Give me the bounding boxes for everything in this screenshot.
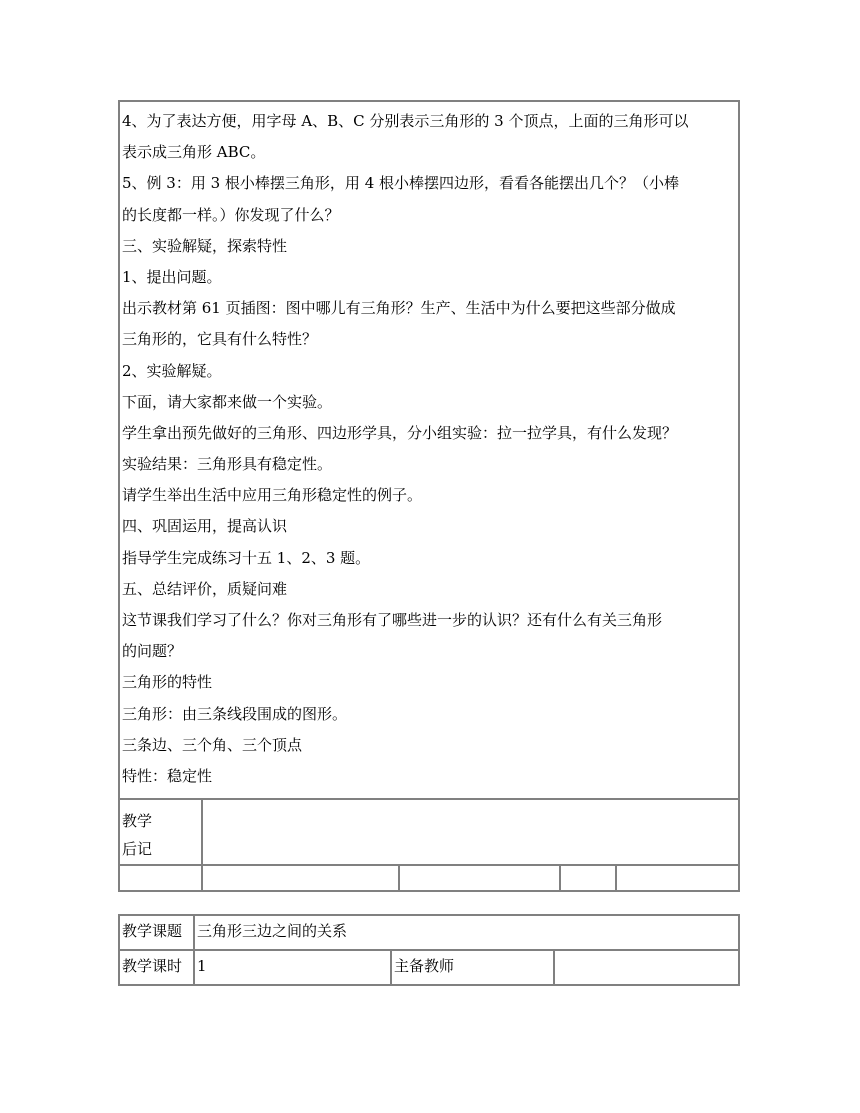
footer-cell-2 — [203, 866, 400, 890]
periods-row — [120, 951, 738, 984]
teacher-label-cell — [392, 951, 555, 984]
content-line: 特性：稳定性 — [122, 766, 213, 785]
content-line: 三、实验解疑，探索特性 — [122, 236, 288, 255]
teacher-value-cell — [555, 951, 738, 984]
footer-cell-1 — [120, 866, 203, 890]
content-line: 指导学生完成练习十五 1、2、3 题。 — [122, 548, 371, 567]
footer-cell-5 — [617, 866, 738, 890]
content-line: 4、为了表达方便，用字母 A、B、C 分别表示三角形的 3 个顶点，上面的三角形可以 — [122, 112, 689, 130]
content-line: 的长度都一样。）你发现了什么？ — [122, 205, 340, 224]
content-line: 四、巩固运用，提高认识 — [122, 517, 288, 536]
content-line: 1、提出问题。 — [122, 267, 222, 286]
content-line: 实验结果：三角形具有稳定性。 — [122, 455, 333, 474]
content-line: 三条边、三个角、三个顶点 — [122, 735, 303, 754]
content-line: 2、实验解疑。 — [122, 361, 222, 380]
topic-value-cell — [195, 916, 738, 949]
postscript-label-line1: 教学 — [122, 812, 153, 830]
lesson-plan-table — [118, 100, 740, 892]
periods-label: 教学课时 — [122, 957, 183, 975]
postscript-label-line2: 后记 — [122, 840, 153, 858]
content-line: 学生拿出预先做好的三角形、四边形学具，分小组实验：拉一拉学具，有什么发现？ — [122, 423, 678, 442]
postscript-content-cell — [203, 800, 738, 864]
periods-value-cell — [195, 951, 392, 984]
postscript-label-cell — [120, 800, 203, 864]
topic-label-cell — [120, 916, 195, 949]
footer-cell-4 — [561, 866, 617, 890]
content-line: 的问题？ — [122, 642, 183, 661]
content-line: 下面，请大家都来做一个实验。 — [122, 392, 333, 411]
content-line: 出示教材第 61 页插图：图中哪儿有三角形？生产、生活中为什么要把这些部分做成 — [122, 299, 676, 318]
content-line: 请学生举出生活中应用三角形稳定性的例子。 — [122, 486, 423, 505]
footer-cell-3 — [400, 866, 561, 890]
topic-row — [120, 916, 738, 951]
blank-footer-row — [120, 866, 738, 890]
lesson-content-cell — [120, 102, 738, 800]
content-line: 三角形：由三条线段围成的图形。 — [122, 704, 348, 723]
topic-value: 三角形三边之间的关系 — [197, 922, 348, 940]
periods-label-cell — [120, 951, 195, 984]
topic-label: 教学课题 — [122, 922, 183, 940]
content-line: 5、例 3：用 3 根小棒摆三角形，用 4 根小棒摆四边形，看看各能摆出几个？（小棒 — [122, 174, 680, 193]
content-line: 表示成三角形 ABC。 — [122, 143, 266, 162]
content-line: 三角形的特性 — [122, 673, 213, 692]
periods-value: 1 — [197, 957, 207, 975]
content-line: 这节课我们学习了什么？你对三角形有了哪些进一步的认识？还有什么有关三角形 — [122, 611, 663, 629]
next-lesson-header-table — [118, 914, 740, 986]
postscript-row — [120, 800, 738, 866]
content-line: 五、总结评价，质疑问难 — [122, 579, 288, 598]
teacher-label: 主备教师 — [394, 957, 455, 975]
content-line: 三角形的，它具有什么特性？ — [122, 330, 318, 349]
